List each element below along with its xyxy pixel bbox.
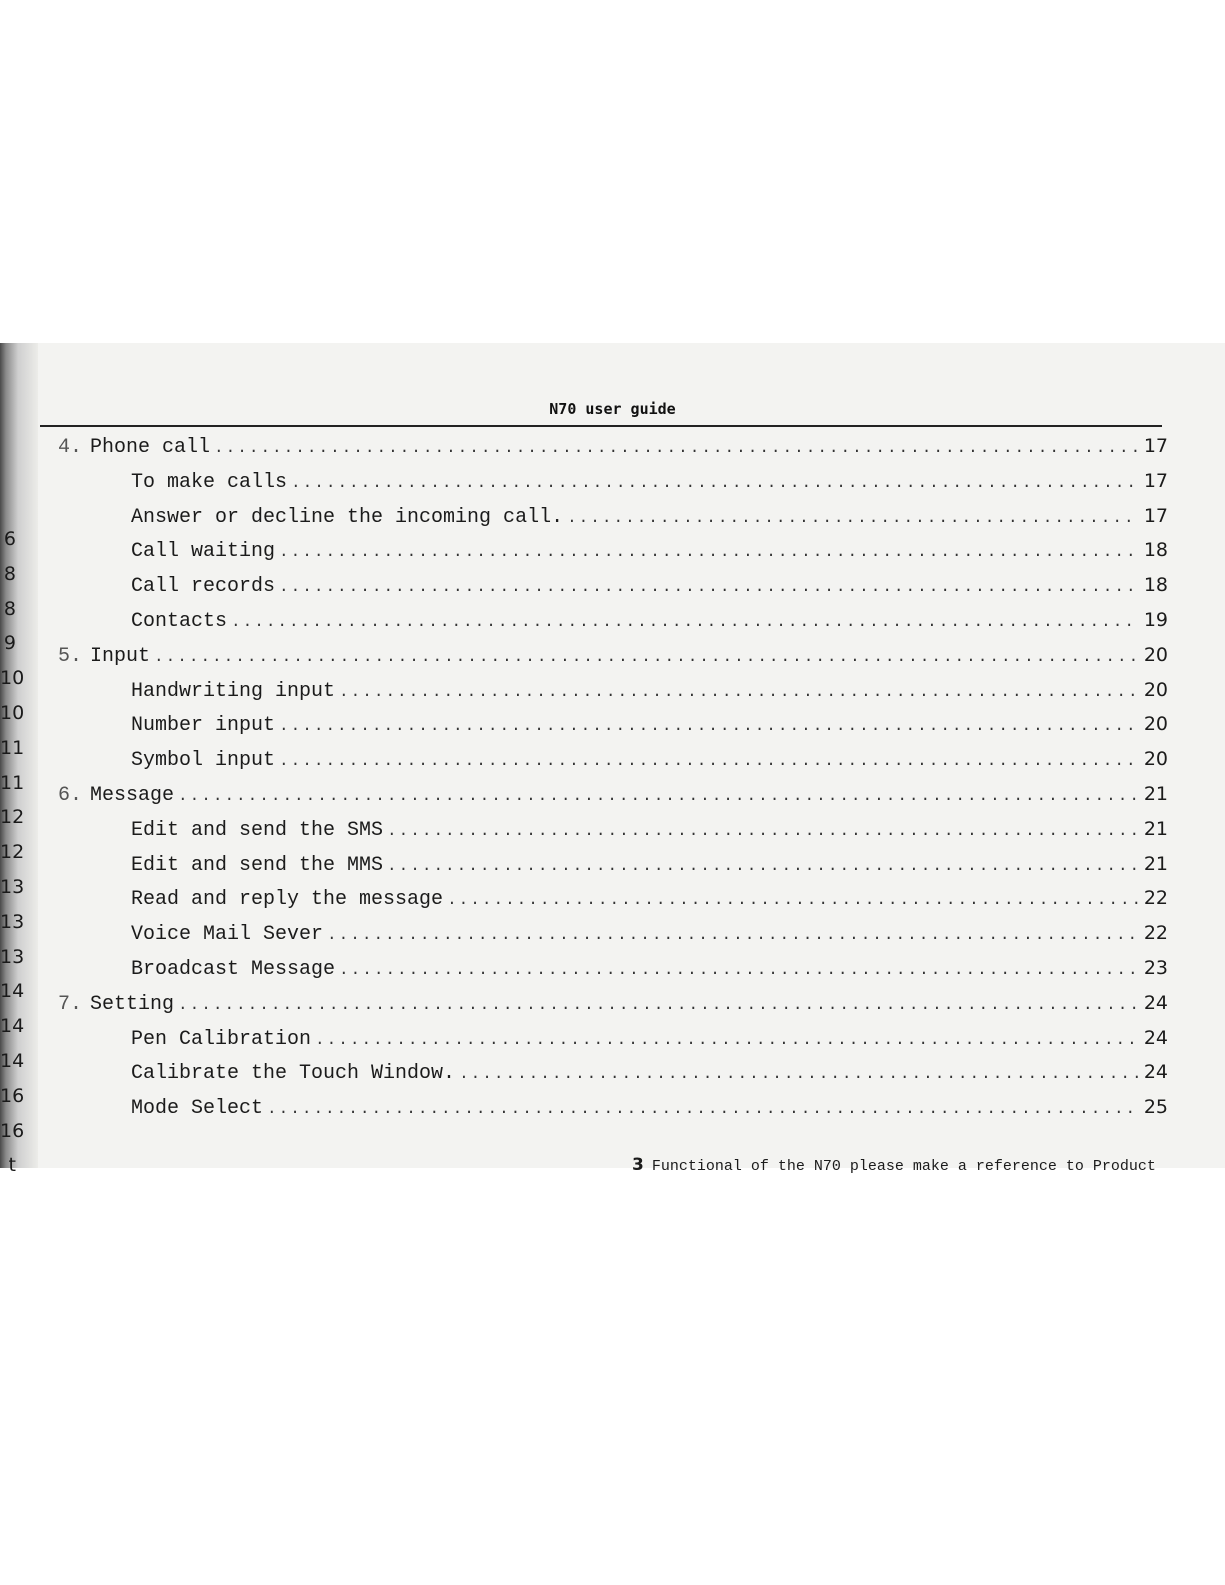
toc-entry-page: 20 bbox=[1143, 748, 1168, 771]
toc-entry[interactable] bbox=[58, 603, 1168, 638]
dot-leader bbox=[567, 501, 1138, 536]
toc-entry-number: 5. bbox=[58, 644, 83, 668]
toc-entry[interactable] bbox=[58, 777, 1168, 812]
toc-entry[interactable] bbox=[58, 1090, 1168, 1125]
toc-entry-page: 21 bbox=[1143, 782, 1168, 805]
toc-entry-page: 17 bbox=[1143, 469, 1168, 492]
toc-entry-label: Mode Select bbox=[131, 1097, 264, 1121]
facing-page-number: 13 bbox=[0, 875, 25, 898]
facing-page-number: 16 bbox=[0, 1119, 25, 1142]
toc-entry[interactable] bbox=[58, 1055, 1168, 1090]
toc-entry[interactable] bbox=[58, 847, 1168, 882]
dot-leader bbox=[231, 605, 1138, 640]
toc-entry-page: 20 bbox=[1143, 678, 1168, 701]
facing-page-number: 6 bbox=[3, 528, 16, 550]
toc-entry[interactable] bbox=[58, 951, 1168, 986]
toc-entry-page: 18 bbox=[1143, 574, 1168, 597]
toc-entry-label: Broadcast Message bbox=[131, 957, 336, 981]
dot-leader bbox=[279, 744, 1138, 779]
toc-entry-page: 18 bbox=[1143, 539, 1168, 562]
facing-page-number: 14 bbox=[0, 980, 25, 1003]
toc-entry-page: 23 bbox=[1143, 956, 1168, 979]
dot-leader bbox=[279, 535, 1138, 570]
toc-entry[interactable] bbox=[58, 499, 1168, 534]
toc-entry-number: 6. bbox=[58, 783, 83, 807]
dot-leader bbox=[339, 953, 1138, 988]
toc-entry[interactable] bbox=[58, 638, 1168, 673]
toc-entry-page: 24 bbox=[1143, 1026, 1168, 1049]
dot-leader bbox=[339, 675, 1138, 710]
toc-entry[interactable] bbox=[58, 1021, 1168, 1056]
toc-entry-label: Edit and send the SMS bbox=[131, 818, 384, 842]
toc-entry-page: 19 bbox=[1143, 608, 1168, 631]
toc-entry-page: 21 bbox=[1143, 852, 1168, 875]
footer-page-number: 3 bbox=[632, 1155, 644, 1175]
toc-entry-number: 7. bbox=[58, 992, 83, 1016]
toc-entry-page: 21 bbox=[1143, 817, 1168, 840]
toc-entry[interactable] bbox=[58, 916, 1168, 951]
dot-leader bbox=[459, 1057, 1138, 1092]
toc-entry-label: Call waiting bbox=[131, 540, 276, 564]
facing-page-number: 12 bbox=[0, 806, 25, 829]
page-footer bbox=[632, 1155, 1156, 1175]
toc-entry[interactable] bbox=[58, 533, 1168, 568]
toc-entry[interactable] bbox=[58, 707, 1168, 742]
dot-leader bbox=[315, 1023, 1138, 1058]
dot-leader bbox=[327, 918, 1138, 953]
footer-text: Functional of the N70 please make a reference to Product bbox=[651, 1158, 1156, 1175]
toc-entry-page: 24 bbox=[1143, 1061, 1168, 1084]
toc-entry-label: Setting bbox=[90, 992, 175, 1016]
facing-page-number: 13 bbox=[0, 910, 25, 933]
toc-entry-page: 25 bbox=[1143, 1096, 1168, 1119]
facing-page-number: 12 bbox=[0, 841, 25, 864]
dot-leader bbox=[279, 570, 1138, 605]
toc-entry[interactable] bbox=[58, 673, 1168, 708]
toc-entry-label: Number input bbox=[131, 714, 276, 738]
facing-page-number: t bbox=[8, 1154, 16, 1177]
dot-leader bbox=[291, 466, 1138, 501]
toc-entry-page: 22 bbox=[1143, 887, 1168, 910]
toc-entry-page: 17 bbox=[1143, 504, 1168, 527]
toc-entry[interactable] bbox=[58, 742, 1168, 777]
dot-leader bbox=[447, 883, 1138, 918]
dot-leader bbox=[214, 431, 1138, 466]
facing-page-number: 14 bbox=[0, 1015, 25, 1038]
toc-entry-page: 17 bbox=[1143, 435, 1168, 457]
facing-page-number: 8 bbox=[3, 597, 16, 620]
toc-entry-label: Call records bbox=[131, 575, 276, 599]
header-rule bbox=[40, 425, 1162, 427]
facing-page-number: 9 bbox=[3, 632, 16, 655]
toc-entry-label: Contacts bbox=[131, 609, 228, 633]
dot-leader bbox=[154, 640, 1138, 675]
toc-entry[interactable] bbox=[58, 812, 1168, 847]
toc-entry-page: 20 bbox=[1143, 713, 1168, 736]
toc-entry[interactable] bbox=[58, 986, 1168, 1021]
toc-entry[interactable] bbox=[58, 464, 1168, 499]
dot-leader bbox=[178, 988, 1138, 1023]
table-of-contents bbox=[58, 429, 1168, 1125]
toc-entry-label: Voice Mail Sever bbox=[131, 923, 324, 947]
dot-leader bbox=[267, 1092, 1138, 1127]
toc-entry-label: Pen Calibration bbox=[131, 1027, 312, 1051]
facing-page-number: 11 bbox=[0, 736, 25, 759]
page-header-title: N70 user guide bbox=[549, 400, 676, 418]
toc-entry-page: 22 bbox=[1143, 922, 1168, 945]
facing-page-number: 8 bbox=[3, 562, 16, 585]
facing-page-number: 14 bbox=[0, 1049, 25, 1072]
toc-entry-label: Handwriting input bbox=[131, 679, 336, 703]
toc-entry-page: 20 bbox=[1143, 643, 1168, 666]
dot-leader bbox=[178, 779, 1138, 814]
toc-entry[interactable] bbox=[58, 881, 1168, 916]
toc-entry-number: 4. bbox=[58, 436, 83, 459]
dot-leader bbox=[387, 814, 1138, 849]
toc-entry-label: Phone call bbox=[90, 436, 211, 459]
toc-entry[interactable] bbox=[58, 429, 1168, 464]
toc-entry[interactable] bbox=[58, 568, 1168, 603]
dot-leader bbox=[279, 709, 1138, 744]
facing-page-number: 10 bbox=[0, 667, 25, 690]
toc-entry-label: Message bbox=[90, 783, 175, 807]
toc-entry-label: Symbol input bbox=[131, 749, 276, 773]
toc-entry-label: Input bbox=[90, 644, 151, 668]
toc-entry-page: 24 bbox=[1143, 991, 1168, 1014]
facing-page-number: 16 bbox=[0, 1084, 25, 1107]
previous-page-numbers bbox=[0, 522, 25, 1183]
facing-page-number: 13 bbox=[0, 945, 25, 968]
toc-entry-label: Calibrate the Touch Window. bbox=[131, 1062, 456, 1086]
toc-entry-label: Read and reply the message bbox=[131, 888, 444, 912]
facing-page-number: 10 bbox=[0, 701, 25, 724]
toc-entry-label: To make calls bbox=[131, 470, 288, 494]
toc-entry-label: Answer or decline the incoming call. bbox=[131, 505, 564, 529]
dot-leader bbox=[387, 849, 1138, 884]
facing-page-number: 11 bbox=[0, 771, 25, 794]
toc-entry-label: Edit and send the MMS bbox=[131, 853, 384, 877]
